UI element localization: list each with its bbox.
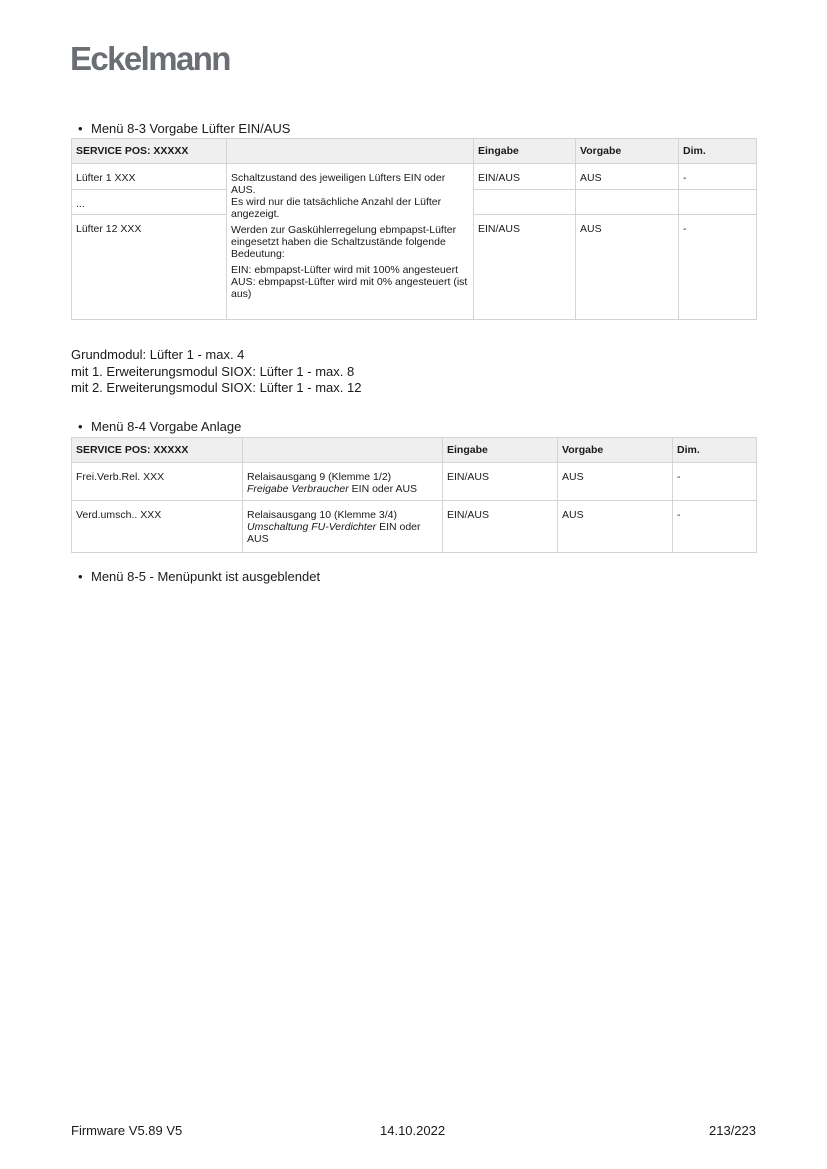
description-line — [247, 521, 438, 545]
row-eingabe: EIN/AUS — [443, 463, 558, 501]
table-header-row — [72, 438, 757, 463]
row-eingabe: EIN/AUS — [474, 164, 576, 190]
row-description — [227, 164, 474, 320]
row-vorgabe — [576, 190, 679, 215]
module-notes — [71, 347, 361, 397]
description-line — [247, 483, 438, 495]
table-header-row — [72, 139, 757, 164]
section-heading-menu-8-5 — [78, 569, 320, 584]
row-vorgabe: AUS — [576, 215, 679, 320]
description-line: EIN: ebmpapst-Lüfter wird mit 100% angesteuert — [231, 264, 459, 276]
section-heading-menu-8-3 — [78, 121, 290, 136]
column-header: Dim. — [673, 438, 757, 463]
section-heading-menu-8-4 — [78, 419, 241, 434]
column-header — [227, 139, 474, 164]
note-line: mit 1. Erweiterungsmodul SIOX: Lüfter 1 - max. 8 — [71, 363, 355, 379]
row-name: Lüfter 12 XXX — [72, 215, 227, 320]
description-rest: EIN oder AUS — [348, 483, 418, 495]
row-dim — [679, 190, 757, 215]
row-description — [243, 501, 443, 553]
row-dim: - — [679, 215, 757, 320]
column-header: Eingabe — [474, 139, 576, 164]
row-name: Frei.Verb.Rel. XXX — [72, 463, 243, 501]
column-header: SERVICE POS: XXXXX — [72, 139, 227, 164]
description-italic: Freigabe Verbraucher — [247, 483, 349, 495]
footer-firmware: Firmware V5.89 V5 — [71, 1123, 183, 1138]
row-eingabe: EIN/AUS — [443, 501, 558, 553]
bullet-icon: • — [78, 419, 83, 434]
section-heading-text: Menü 8-4 Vorgabe Anlage — [91, 419, 242, 434]
row-dim: - — [673, 463, 757, 501]
table-row — [72, 164, 757, 190]
fan-settings-table — [71, 138, 757, 320]
footer-page-number: 213/223 — [709, 1123, 756, 1138]
table-row — [72, 463, 757, 501]
row-vorgabe: AUS — [576, 164, 679, 190]
row-name: ... — [72, 190, 227, 215]
description-rest: EIN oder AUS — [247, 521, 421, 545]
description-line: Schaltzustand des jeweiligen Lüfters EIN oder AUS. — [231, 172, 446, 196]
description-italic: Umschaltung FU-Verdichter — [247, 521, 377, 533]
row-vorgabe: AUS — [558, 501, 673, 553]
description-line: Relaisausgang 10 (Klemme 3/4) — [247, 509, 397, 521]
row-dim: - — [673, 501, 757, 553]
row-name: Verd.umsch.. XXX — [72, 501, 243, 553]
plant-settings-table — [71, 437, 757, 553]
column-header — [243, 438, 443, 463]
description-line: AUS: ebmpapst-Lüfter wird mit 0% angesteuert (ist aus) — [231, 276, 468, 300]
footer-date: 14.10.2022 — [380, 1123, 446, 1138]
row-dim: - — [679, 164, 757, 190]
description-line: Es wird nur die tatsächliche Anzahl der Lüfter angezeigt. — [231, 196, 442, 220]
column-header: Eingabe — [443, 438, 558, 463]
table-row — [72, 501, 757, 553]
eckelmann-logo: Eckelmann — [70, 40, 230, 77]
bullet-icon: • — [78, 121, 83, 136]
column-header: Vorgabe — [558, 438, 673, 463]
column-header: SERVICE POS: XXXXX — [72, 438, 243, 463]
note-line: Grundmodul: Lüfter 1 - max. 4 — [71, 347, 245, 362]
column-header: Dim. — [679, 139, 757, 164]
description-line: Relaisausgang 9 (Klemme 1/2) — [247, 471, 392, 483]
row-eingabe — [474, 190, 576, 215]
row-eingabe: EIN/AUS — [474, 215, 576, 320]
row-name: Lüfter 1 XXX — [72, 164, 227, 190]
description-line: Werden zur Gaskühlerregelung ebmpapst-Lüfter eingesetzt haben die Schaltzustände folgende Bedeutung: — [231, 224, 457, 260]
column-header: Vorgabe — [576, 139, 679, 164]
note-line: mit 2. Erweiterungsmodul SIOX: Lüfter 1 - max. 12 — [71, 380, 362, 395]
section-heading-text: Menü 8-3 Vorgabe Lüfter EIN/AUS — [91, 121, 291, 136]
section-heading-text: Menü 8-5 - Menüpunkt ist ausgeblendet — [91, 569, 321, 584]
row-description — [243, 463, 443, 501]
bullet-icon: • — [78, 569, 83, 584]
row-vorgabe: AUS — [558, 463, 673, 501]
